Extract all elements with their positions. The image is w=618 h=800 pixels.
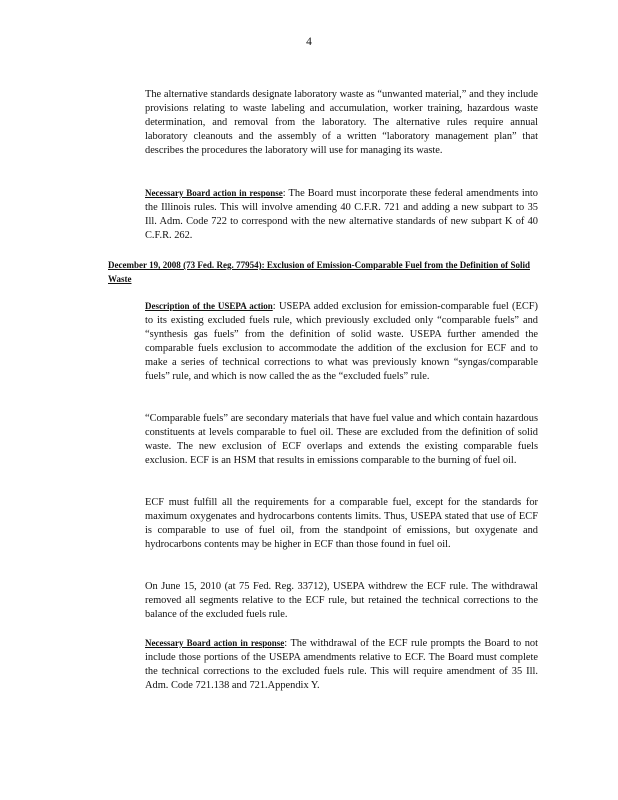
board-action-text-2: : The withdrawal of the ECF rule prompts the Board to not include those portions of the USEPA amendments relative to ECF. The Board must complete the technical corrections to the excluded fuels rule. This will require amendment of 35 Ill. Adm. Code 721.138 and 721.Appendix Y. (145, 638, 538, 691)
paragraph-board-action-1 (145, 186, 538, 243)
board-action-label-2: Necessary Board action in response (145, 638, 285, 648)
paragraph-lab-standards: The alternative standards designate laboratory waste as “unwanted material,” and they include provisions relating to waste labeling and accumulation, worker training, hazardous waste determination, and removal from the laboratory. The alternative rules require annual laboratory cleanouts and the assembly of a written “laboratory management plan” that describes the procedures the laboratory will use for managing its waste. (145, 89, 538, 156)
section-heading: December 19, 2008 (73 Fed. Reg. 77954): Exclusion of Emission-Comparable Fuel from the Definition of Solid Waste (108, 260, 530, 284)
description-text: : USEPA added exclusion for emission-comparable fuel (ECF) to its existing excluded fuels rule, which previously excluded only “comparable fuels” and “synthesis gas fuels” from the definition of solid waste. USEPA further amended the comparable fuels exclusion to accommodate the addition of the exclusion for ECF and to make a series of technical corrections to what was previously known “syngas/comparable fuels” rule, and which is now called the as the “excluded fuels” rule. (145, 301, 539, 382)
description-label: Description of the USEPA action (145, 301, 273, 311)
page-number: 4 (306, 36, 312, 48)
paragraph-ecf-requirements: ECF must fulfill all the requirements for a comparable fuel, except for the standards for maximum oxygenates and hydrocarbons contents limits. Thus, USEPA stated that use of ECF is comparable to use of fuel oil, from the standpoint of emissions, but oxygenate and hydrocarbons contents may be higher in ECF than those found in fuel oil. (145, 497, 538, 550)
board-action-label: Necessary Board action in response (145, 188, 283, 198)
paragraph-withdrawal: On June 15, 2010 (at 75 Fed. Reg. 33712), USEPA withdrew the ECF rule. The withdrawal removed all segments relative to the ECF rule, but retained the technical corrections to the balance of the excluded fuels rule. (145, 581, 538, 620)
paragraph-comparable-fuels: “Comparable fuels” are secondary materials that have fuel value and which contain hazardous constituents at levels comparable to fuel oil. These are excluded from the definition of solid waste. The new exclusion of ECF overlaps and extends the existing comparable fuels exclusion. ECF is an HSM that results in emissions comparable to the burning of fuel oil. (145, 413, 538, 466)
paragraph-board-action-2 (145, 636, 538, 693)
board-action-text: : The Board must incorporate these federal amendments into the Illinois rules. This will involve amending 40 C.F.R. 721 and adding a new subpart to 35 Ill. Adm. Code 722 to correspond with the new alternative standards of new subpart K of 40 C.F.R. 262. (145, 188, 538, 241)
paragraph-usepa-description (145, 299, 538, 384)
